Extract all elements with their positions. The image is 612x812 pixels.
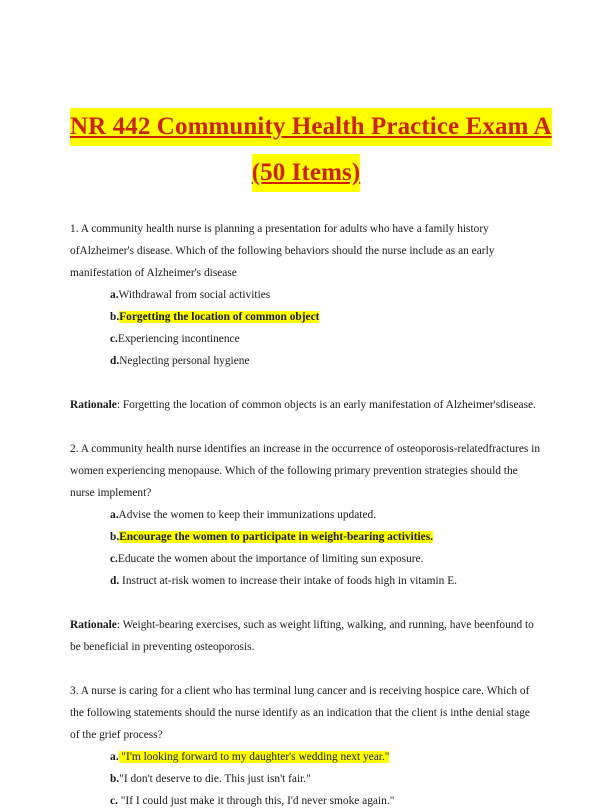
option-letter: b. xyxy=(110,773,120,785)
question-stem: 3. A nurse is caring for a client who has terminal lung cancer and is receiving hospice care. Which of the following statements should the nurse identify as an indication that the client is inthe denial stage of the grief process? xyxy=(70,685,530,741)
rationale-text: : Weight-bearing exercises, such as weight lifting, walking, and running, have beenfound to be beneficial in preventing osteoporosis. xyxy=(70,619,534,653)
rationale xyxy=(70,614,542,658)
rationale-label: Rationale xyxy=(70,619,117,631)
option-text: "If I could just make it through this, I'd never smoke again." xyxy=(117,795,395,807)
title-line-2-row xyxy=(70,150,542,192)
answer-option-correct[interactable] xyxy=(70,306,542,328)
option-text: Neglecting personal hygiene xyxy=(119,355,250,367)
answer-options xyxy=(70,284,542,372)
exam-body xyxy=(70,218,542,812)
question-block xyxy=(70,680,542,812)
option-letter: c. xyxy=(110,795,118,807)
option-text: Educate the women about the importance of limiting sun exposure. xyxy=(117,553,424,565)
option-text: Forgetting the location of common object xyxy=(119,311,320,323)
answer-option-correct[interactable] xyxy=(70,526,542,548)
option-letter: d. xyxy=(110,575,120,587)
answer-option[interactable] xyxy=(70,548,542,570)
question-block xyxy=(70,438,542,592)
option-letter: c. xyxy=(110,333,118,345)
answer-option-correct[interactable] xyxy=(70,746,542,768)
rationale-label: Rationale xyxy=(70,399,117,411)
question-block xyxy=(70,218,542,372)
option-text: "I'm looking forward to my daughter's wedding next year." xyxy=(118,751,390,763)
option-letter: b. xyxy=(110,311,120,323)
question-stem: 2. A community health nurse identifies an increase in the occurrence of osteoporosis-relatedfractures in women experiencing menopause. Which of the following primary prevention strategies should the nurse implement? xyxy=(70,443,541,499)
option-text: Advise the women to keep their immunizations updated. xyxy=(118,509,377,521)
title-line-1-row xyxy=(70,104,552,146)
answer-option[interactable] xyxy=(70,284,542,306)
option-text: Experiencing incontinence xyxy=(117,333,240,345)
option-letter: a. xyxy=(110,509,119,521)
answer-options xyxy=(70,746,542,812)
option-letter: a. xyxy=(110,751,119,763)
title-line-1: NR 442 Community Health Practice Exam A xyxy=(70,108,552,146)
option-letter: d. xyxy=(110,355,120,367)
answer-option[interactable] xyxy=(70,504,542,526)
question-stem: 1. A community health nurse is planning a presentation for adults who have a family history ofAlzheimer's disease. Which of the following behaviors should the nurse include as an early manifestation of Alzheimer's disease xyxy=(70,223,495,279)
answer-option[interactable] xyxy=(70,768,542,790)
title-line-2: (50 Items) xyxy=(252,154,361,192)
rationale-text: : Forgetting the location of common objects is an early manifestation of Alzheimer'sdisease. xyxy=(116,399,536,411)
answer-option[interactable] xyxy=(70,570,542,592)
option-letter: c. xyxy=(110,553,118,565)
option-text: Instruct at-risk women to increase their intake of foods high in vitamin E. xyxy=(119,575,458,587)
option-text: Encourage the women to participate in weight-bearing activities. xyxy=(119,531,434,543)
option-letter: a. xyxy=(110,289,119,301)
page-title xyxy=(70,0,552,192)
rationale xyxy=(70,394,542,416)
answer-option[interactable] xyxy=(70,328,542,350)
answer-options xyxy=(70,504,542,592)
answer-option[interactable] xyxy=(70,790,542,812)
option-text: Withdrawal from social activities xyxy=(118,289,271,301)
option-letter: b. xyxy=(110,531,120,543)
option-text: "I don't deserve to die. This just isn't fair." xyxy=(119,773,311,785)
answer-option[interactable] xyxy=(70,350,542,372)
